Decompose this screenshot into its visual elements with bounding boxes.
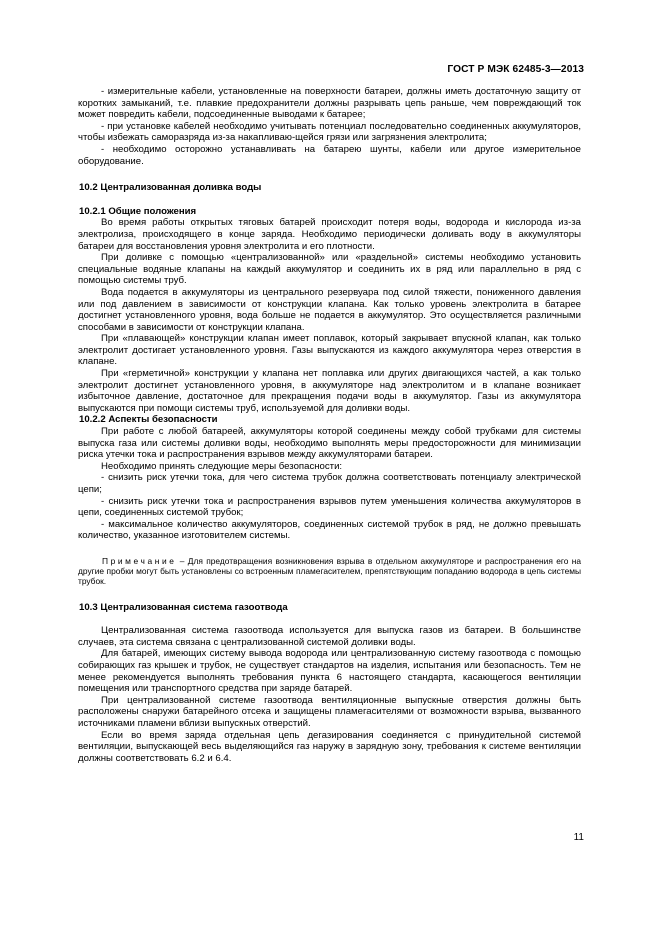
paragraph: При «герметичной» конструкции у клапана нет поплавка или других двигающихся частей, а как только электролит достигнет установленного уровня, в аккумуляторе над электролитом и в клапане возникает избыточное давление, достаточное для прекращения подачи воды в аккумулятор. Газы из аккумулятора выпускаются при помощи системы труб, используемой для доливки воды. (78, 368, 581, 414)
list-item: - снизить риск утечки тока, для чего система трубок должна соответствовать потенциалу электрической цепи; (78, 472, 581, 495)
page-number: 11 (573, 832, 584, 843)
paragraph: Для батарей, имеющих систему вывода водорода или централизованную систему газоотвода с помощью собирающих газ крышек и трубок, не существует стандартов на изделия, испытания или безопасность. Тем не менее рекомендуется выполнять требования пункта 6 настоящего стандарта, касающегося вентиляции помещения или транспортного средства при заряде батарей. (78, 648, 581, 695)
section-title-10-3: 10.3 Централизованная система газоотвода (79, 601, 288, 613)
paragraph: Если во время заряда отдельная цепь дегазирования соединяется с принудительной системой вентиляции, выпускающей весь выделяющийся газ наружу в зарядную зону, требования к системе вентиляции должны соответствовать 6.2 и 6.4. (78, 729, 581, 764)
document-body (78, 86, 581, 764)
subsection-title-10-2-1: 10.2.1 Общие положения (79, 205, 197, 217)
list-item: - максимальное количество аккумуляторов, соединенных системой трубок в ряд, не должно превышать количество, указанное изготовителем системы. (78, 518, 581, 542)
note (78, 556, 581, 587)
paragraph: При централизованной системе газоотвода вентиляционные выпускные отверстия должны быть расположены снаружи батарейного отсека и защищены пламегасителями от возможности взрыва, вызванного источниками пламени вблизи выпускных отверстий. (78, 694, 581, 729)
list-item: - снизить риск утечки тока и распространения взрывов путем уменьшения количества аккумуляторов в цепи, соединенных системой трубок; (78, 495, 581, 519)
note-label: Примечание (102, 555, 177, 566)
document-id-header: ГОСТ Р МЭК 62485-3—2013 (447, 64, 584, 75)
paragraph: Во время работы открытых тяговых батарей происходит потеря воды, водорода и кислорода из-за электролиза, происходящего в конце заряда. Необходимо периодически доливать воду в аккумуляторы батареи для восстановления уровня электролита и его плотности. (78, 217, 581, 252)
list-item: - необходимо осторожно устанавливать на батарею шунты, кабели или другое измерительное оборудование. (78, 143, 581, 167)
paragraph: Вода подается в аккумуляторы из центрального резервуара под силой тяжести, пониженного давления или под давлением в зависимости от конструкции клапана. Как только уровень электролита в батарее достигнет установленного уровня, вода больше не подается в аккумулятор. Это осуществляется различными способами в зависимости от конструкции клапана. (78, 286, 581, 333)
paragraph: Необходимо принять следующие меры безопасности: (101, 460, 343, 472)
paragraph: При работе с любой батареей, аккумуляторы которой соединены между собой трубками для системы выпуска газа или системы доливки воды, необходимо выполнять меры предосторожности для минимизации риска утечки тока и распространения взрывов между аккумуляторами батареи. (78, 426, 581, 461)
list-item: - измерительные кабели, установленные на поверхности батареи, должны иметь достаточную защиту от коротких замыканий, т.е. плавкие предохранители должны разрывать цепь раньше, чем повреждающий ток может повредить кабели, подсоединенные выводами к батарее; (78, 86, 581, 121)
note-text: – Для предотвращения возникновения взрыва в отдельном аккумуляторе и распространения его на другие пробки могут быть установлены со встроенным пламегасителем, препятствующим попаданию водорода в цепь системы трубок. (78, 555, 581, 587)
paragraph: При доливке с помощью «централизованной» или «раздельной» системы необходимо установить специальные водяные клапаны на каждый аккумулятор и соединить их в ряд или параллельно в ряд с помощью системы труб. (78, 252, 581, 287)
list-item: - при установке кабелей необходимо учитывать потенциал последовательно соединенных аккумуляторов, чтобы избежать саморазряда из-за накапливаю-щейся грязи или загрязнения электролита; (78, 120, 581, 144)
paragraph: Централизованная система газоотвода используется для выпуска газов из батареи. В большинстве случаев, эта система связана с централизованной системой доливки воды. (78, 625, 581, 648)
subsection-title-10-2-2: 10.2.2 Аспекты безопасности (79, 414, 218, 426)
paragraph: При «плавающей» конструкции клапан имеет поплавок, который закрывает впускной клапан, как только электролит достигает установленного уровня. Газы выпускаются из каждого аккумулятора через отверстия в клапане. (78, 333, 581, 368)
section-title-10-2: 10.2 Централизованная доливка воды (79, 182, 262, 194)
